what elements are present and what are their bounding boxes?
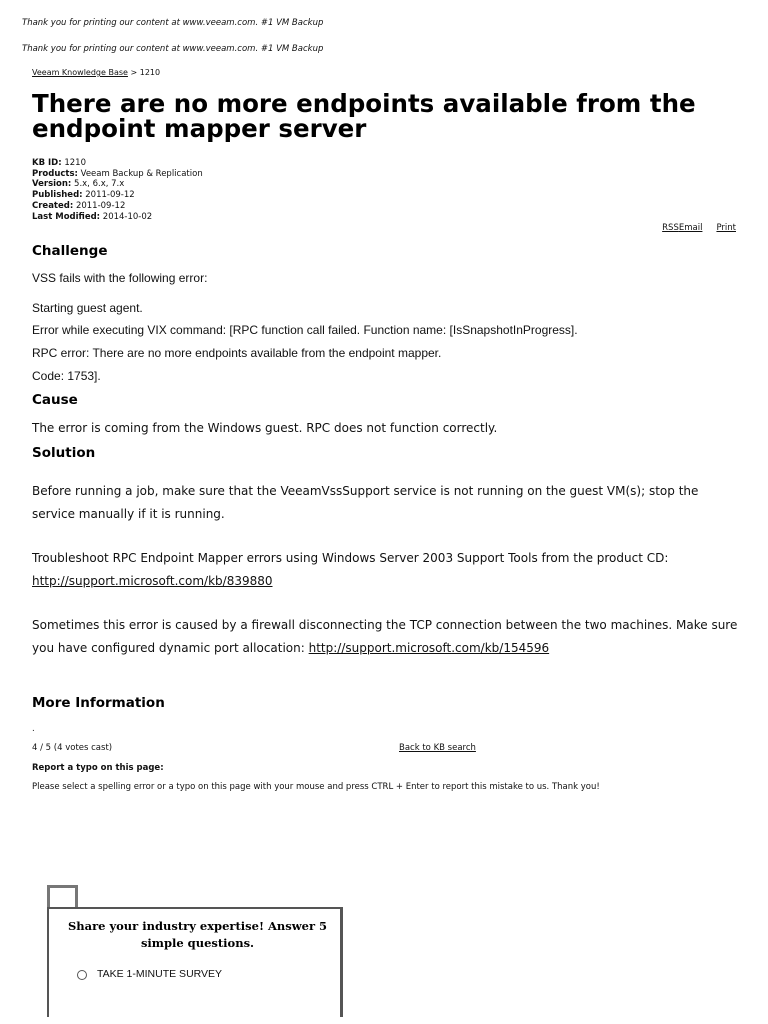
typo-heading: Report a typo on this page: — [32, 763, 164, 773]
meta-key: KB ID: — [32, 158, 62, 168]
typo-text: Please select a spelling error or a typo on this page with your mouse and press CTRL + Enter to report this mistake to us. Thank you! — [32, 782, 600, 792]
page-title: There are no more endpoints available from the endpoint mapper server — [32, 89, 696, 143]
meta-products — [32, 169, 203, 180]
breadcrumb-current: > 1210 — [127, 68, 161, 77]
meta-key: Published: — [32, 190, 83, 201]
meta-key: Last Modified: — [32, 211, 101, 222]
email-link[interactable]: Email — [678, 223, 703, 233]
survey-prompt: Share your industry expertise! Answer 5 simple questions. — [67, 919, 328, 950]
print-notice: Thank you for printing our content at www.veeam.com. #1 VM Backup — [22, 44, 324, 54]
survey-tab — [47, 885, 78, 909]
back-to-search — [399, 743, 476, 753]
meta-value: 5.x, 6.x, 7.x — [71, 179, 125, 190]
survey-radio[interactable] — [77, 970, 87, 980]
meta-published — [32, 190, 203, 201]
meta-value: Veeam Backup & Replication — [77, 168, 203, 179]
error-line: Error while executing VIX command: [RPC function call failed. Function name: [IsSnapshotInProgress]. — [32, 323, 578, 337]
meta-key: Created: — [32, 200, 74, 211]
kb-metadata — [32, 158, 203, 222]
cause-text: The error is coming from the Windows guest. RPC does not function correctly. — [32, 421, 498, 435]
meta-value: 2011-09-12 — [73, 200, 126, 211]
meta-value: 1210 — [61, 158, 86, 168]
solution-paragraph: Before running a job, make sure that the VeeamVssSupport service is not running on the guest VM(s); stop the service manually if it is running. — [32, 484, 699, 521]
cause-heading: Cause — [32, 392, 78, 408]
challenge-intro: VSS fails with the following error: — [32, 271, 208, 285]
challenge-heading: Challenge — [32, 243, 108, 259]
meta-value: 2011-09-12 — [82, 190, 135, 201]
breadcrumb-kb-link[interactable]: Veeam Knowledge Base — [32, 68, 128, 77]
meta-key: Products: — [32, 168, 78, 179]
article-actions — [662, 223, 736, 233]
solution-heading: Solution — [32, 445, 96, 461]
print-notice: Thank you for printing our content at www.veeam.com. #1 VM Backup — [22, 18, 324, 28]
rss-link[interactable]: RSS — [662, 223, 679, 233]
breadcrumb — [32, 68, 160, 77]
rating-text: 4 / 5 (4 votes cast) — [32, 743, 113, 753]
solution-text: Sometimes this error is caused by a firewall disconnecting the TCP connection between the two machines. Make sure you have configured dynamic port allocation: — [32, 618, 738, 655]
meta-version — [32, 179, 203, 190]
support-link-839880[interactable]: http://support.microsoft.com/kb/839880 — [32, 574, 273, 588]
more-info-heading: More Information — [32, 695, 165, 711]
error-line: RPC error: There are no more endpoints available from the endpoint mapper. — [32, 346, 442, 360]
more-info-text: . — [32, 724, 35, 734]
meta-last-modified — [32, 212, 203, 223]
error-line: Starting guest agent. — [32, 301, 143, 315]
solution-text: Troubleshoot RPC Endpoint Mapper errors using Windows Server 2003 Support Tools from the product CD: — [32, 551, 669, 565]
back-to-kb-search-link[interactable]: Back to KB search — [399, 743, 476, 753]
meta-key: Version: — [32, 179, 72, 190]
print-link[interactable]: Print — [716, 223, 736, 233]
solution-paragraph — [32, 547, 742, 593]
meta-kb-id — [32, 158, 203, 169]
survey-option-label[interactable]: TAKE 1-MINUTE SURVEY — [97, 968, 223, 980]
meta-created — [32, 201, 203, 212]
error-line: Code: 1753]. — [32, 369, 101, 383]
solution-paragraph — [32, 614, 742, 660]
support-link-154596[interactable]: http://support.microsoft.com/kb/154596 — [308, 641, 550, 655]
meta-value: 2014-10-02 — [100, 211, 153, 222]
